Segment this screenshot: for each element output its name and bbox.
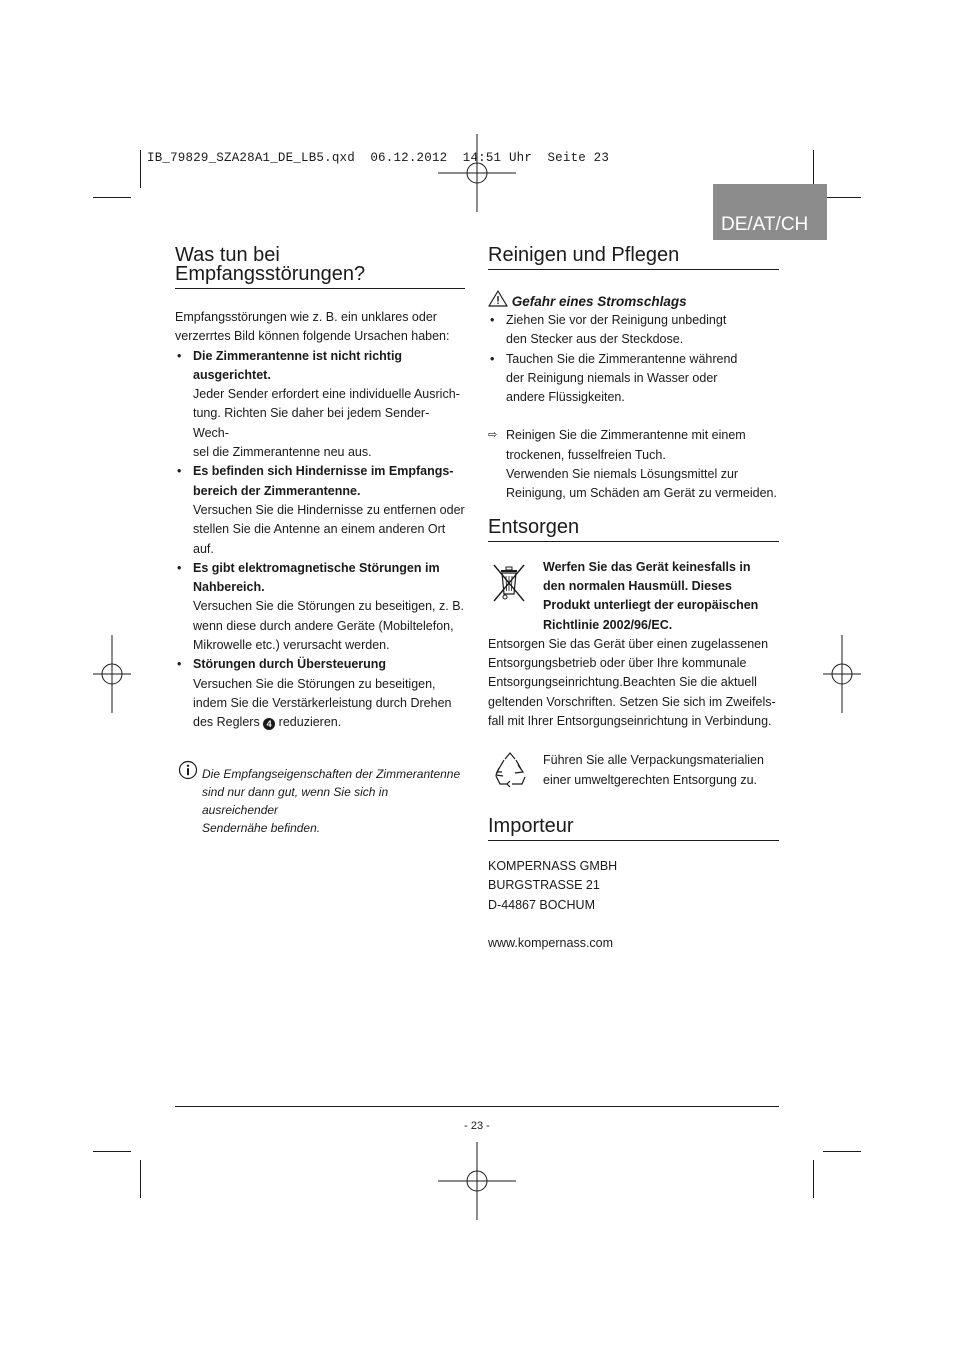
warning-heading: Gefahr eines Stromschlags xyxy=(488,290,779,311)
instruction-block: ⇨ Reinigen Sie die Zimmerantenne mit einem trockenen, fusselfreien Tuch. Verwenden Sie niemals Lösungsmittel zur Reinigung, um Schäden am Gerät zu vermeiden. xyxy=(488,428,777,501)
list-item: • Es gibt elektromagnetische Störungen im Nahbereich. Versuchen Sie die Störungen zu beseitigen, z. B. wenn diese durch andere Geräte (Mobiltelefon, Mikrowelle etc.) verursacht werden. xyxy=(175,559,465,655)
heading-rule xyxy=(488,840,779,841)
list-item: • Störungen durch Übersteuerung Versuchen Sie die Störungen zu beseitigen, indem Sie die Verstärkerleistung durch Drehen des Reglers 4 reduzieren. xyxy=(175,655,465,732)
language-tab-label: DE/AT/CH xyxy=(721,214,809,235)
packaging-note: Führen Sie alle Verpackungsmaterialien einer umweltgerechten Entsorgung zu. xyxy=(488,751,779,790)
disposal-note: Werfen Sie das Gerät keinesfalls in den normalen Hausmüll. Dieses Produkt unterliegt der europäischen Richtlinie 2002/96/EC. xyxy=(488,558,779,635)
section-heading: Entsorgen xyxy=(488,515,580,538)
right-column xyxy=(488,246,779,953)
registration-mark xyxy=(438,134,516,212)
language-tab xyxy=(713,184,827,240)
list-item: • Es befinden sich Hindernisse im Empfangs- bereich der Zimmerantenne. Versuchen Sie die Hindernisse zu entfernen oder stellen Sie die Antenne an einem anderen Ort auf. xyxy=(175,462,465,558)
page-number: - 23 - xyxy=(464,1120,490,1132)
print-slug: IB_79829_SZA28A1_DE_LB5.qxd 06.12.2012 14:51 Uhr Seite 23 xyxy=(147,151,610,165)
crop-mark xyxy=(813,1160,814,1198)
registration-mark xyxy=(438,1142,516,1220)
crop-mark xyxy=(823,1151,861,1152)
intro-text: Empfangsstörungen wie z. B. ein unklares oder verzerrtes Bild können folgende Ursachen haben: xyxy=(175,310,450,344)
section-heading: Was tun bei Empfangsstörungen? xyxy=(175,244,366,285)
list-item: • Ziehen Sie vor der Reinigung unbedingt den Stecker aus der Steckdose. xyxy=(488,311,779,350)
importer-address: KOMPERNASS GMBH BURGSTRASSE 21 D-44867 BOCHUM xyxy=(488,858,618,912)
heading-rule xyxy=(175,288,465,289)
section-heading: Reinigen und Pflegen xyxy=(488,244,680,266)
info-note: Die Empfangseigenschaften der Zimmerantenne sind nur dann gut, wenn Sie sich in ausreichender Sendernähe befinden. xyxy=(175,765,465,837)
crop-mark xyxy=(813,150,814,188)
registration-mark xyxy=(93,635,131,713)
heading-rule xyxy=(488,541,779,542)
crop-mark xyxy=(93,197,131,198)
footer-rule xyxy=(175,1106,779,1107)
registration-mark xyxy=(823,635,861,713)
list-item: • Tauchen Sie die Zimmerantenne während der Reinigung niemals in Wasser oder andere Flüssigkeiten. xyxy=(488,350,779,408)
left-column xyxy=(175,246,465,837)
recycle-icon xyxy=(490,750,530,790)
crossed-out-bin-icon xyxy=(490,562,528,604)
heading-rule xyxy=(488,269,779,270)
crop-mark xyxy=(140,1160,141,1198)
arrow-right-icon: ⇨ xyxy=(488,429,498,442)
crop-mark xyxy=(823,197,861,198)
list-item: • Die Zimmerantenne ist nicht richtig ausgerichtet. Jeder Sender erfordert eine individuelle Ausrich- tung. Richten Sie daher bei jedem Sender-Wech- sel die Zimmerantenne neu aus. xyxy=(175,347,465,463)
knob-number-icon: 4 xyxy=(263,718,275,730)
crop-mark xyxy=(140,150,141,188)
warning-triangle-icon xyxy=(488,290,508,307)
info-icon xyxy=(178,760,198,780)
disposal-paragraph: Entsorgen Sie das Gerät über einen zugelassenen Entsorgungsbetrieb oder über Ihre kommunale Entsorgungseinrichtung.Beachten Sie die aktuell geltenden Vorschriften. Setzen Sie sich im Zweifels- fall mit Ihrer Entsorgungseinrichtung in Verbindung. xyxy=(488,636,776,729)
crop-mark xyxy=(93,1151,131,1152)
section-heading: Importeur xyxy=(488,814,574,837)
importer-website[interactable]: www.kompernass.com xyxy=(488,935,614,950)
